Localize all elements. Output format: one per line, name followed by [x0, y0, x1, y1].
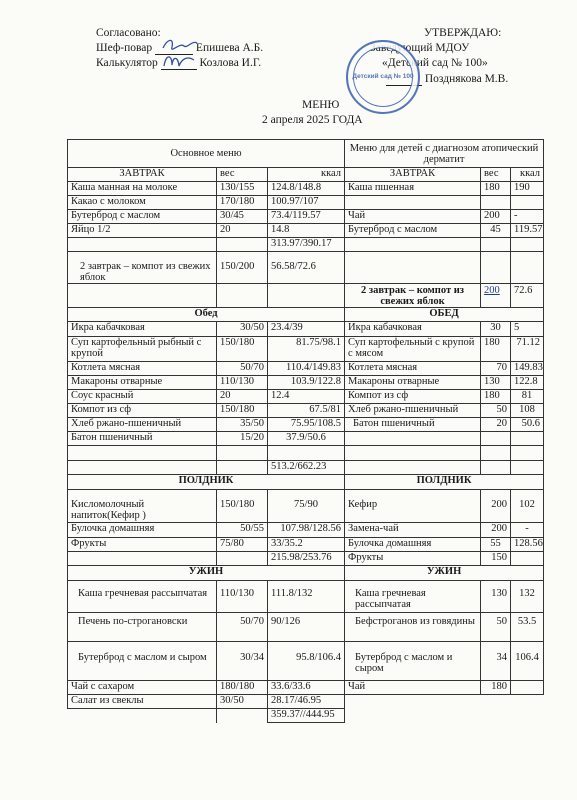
dinner-main-label: УЖИН [68, 566, 345, 581]
table-row [68, 337, 544, 362]
dish-cell: Хлеб ржано-пшеничный [345, 404, 481, 418]
kcal-cell [268, 284, 345, 308]
dish-cell: Чай [345, 210, 481, 224]
weight-header: вес [481, 168, 511, 182]
kcal-cell: 5 [511, 322, 544, 337]
dish-cell: Кефир [345, 490, 481, 523]
calc-prefix: Калькулятор [96, 57, 158, 69]
weight-cell: 75/80 [217, 538, 268, 552]
dish-cell [345, 196, 481, 210]
dish-cell: Бутерброд с маслом [68, 210, 217, 224]
weight-cell: 70 [481, 362, 511, 376]
dish-cell: Каша пшенная [345, 182, 481, 196]
weight-cell [481, 252, 511, 284]
dinner-header-row [68, 566, 544, 581]
kcal-cell: 73.4/119.57 [268, 210, 345, 224]
kcal-cell: 106.4 [511, 642, 544, 681]
dish-cell [68, 238, 217, 252]
weight-cell: 170/180 [217, 196, 268, 210]
table-row [68, 461, 544, 475]
dish-cell: Суп картофельный с крупой с мясом [345, 337, 481, 362]
kcal-cell: 53.5 [511, 613, 544, 642]
table-row [68, 552, 544, 566]
breakfast-diet-label: ЗАВТРАК [345, 168, 481, 182]
weight-cell: 30/45 [217, 210, 268, 224]
weight-cell: 150/180 [217, 404, 268, 418]
kcal-cell: 56.58/72.6 [268, 252, 345, 284]
head-title: Заведующий МДОУ [370, 42, 470, 54]
table-row [68, 376, 544, 390]
table-row [68, 210, 544, 224]
table-row [68, 390, 544, 404]
dish-cell: Компот из сф [345, 390, 481, 404]
dish-cell: Бутерброд с маслом [345, 224, 481, 238]
kcal-cell: 33.6/33.6 [268, 681, 345, 695]
empty-cell [345, 695, 544, 709]
table-row [68, 581, 544, 613]
dish-cell: Соус красный [68, 390, 217, 404]
table-row [68, 224, 544, 238]
empty-cell [345, 709, 544, 723]
kcal-cell: 124.8/148.8 [268, 182, 345, 196]
lunch-diet-label: ОБЕД [345, 308, 544, 322]
kcal-cell: 190 [511, 182, 544, 196]
approved-label: Согласовано: [96, 27, 161, 39]
main-menu-title: Основное меню [68, 140, 345, 168]
calc-name: Козлова И.Г. [199, 57, 262, 69]
weight-cell: 30 [481, 322, 511, 337]
dish-cell: Бутерброд с маслом и сыром [345, 642, 481, 681]
weight-cell: 200 [481, 284, 511, 308]
weight-cell: 30/50 [217, 322, 268, 337]
head-name: Позднякова М.В. [424, 73, 509, 85]
weight-cell [481, 196, 511, 210]
weight-cell: 130 [481, 581, 511, 613]
kcal-cell: 107.98/128.56 [268, 523, 345, 538]
dish-cell [68, 446, 217, 461]
kcal-cell: 33/35.2 [268, 538, 345, 552]
table-row [68, 681, 544, 695]
weight-cell: 50 [481, 404, 511, 418]
weight-cell [217, 446, 268, 461]
dish-cell: Каша гречневая рассыпчатая [68, 581, 217, 613]
dish-cell: Чай [345, 681, 481, 695]
empty-cell [68, 709, 217, 723]
dish-cell: 2 завтрак – компот из свежих яблок [345, 284, 481, 308]
dish-cell [68, 552, 217, 566]
weight-cell: 50/70 [217, 362, 268, 376]
weight-cell [481, 461, 511, 475]
weight-cell: 30/34 [217, 642, 268, 681]
table-row [68, 404, 544, 418]
dish-cell: Батон пшеничный [68, 432, 217, 446]
kcal-cell: 23.4/39 [268, 322, 345, 337]
menu-date: 2 апреля 2025 ГОДА [262, 114, 363, 126]
snack-header-row [68, 475, 544, 490]
lunch-header-row [68, 308, 544, 322]
dish-cell: Каша гречневая рассыпчатая [345, 581, 481, 613]
kcal-cell [511, 681, 544, 695]
dish-cell [345, 238, 481, 252]
dish-cell: Булочка домашняя [68, 523, 217, 538]
weight-cell: 180 [481, 681, 511, 695]
kcal-cell: 122.8 [511, 376, 544, 390]
weight-cell: 50 [481, 613, 511, 642]
kcal-cell: 119.57 [511, 224, 544, 238]
total-kcal-cell: 313.97/390.17 [268, 238, 345, 252]
lunch-main-label: Обед [68, 308, 345, 322]
weight-cell: 130/155 [217, 182, 268, 196]
kcal-cell: 14.8 [268, 224, 345, 238]
kcal-cell [511, 196, 544, 210]
kcal-cell: 67.5/81 [268, 404, 345, 418]
calc-signature [160, 50, 198, 72]
table-row [68, 490, 544, 523]
dish-cell [345, 432, 481, 446]
dish-cell: 2 завтрак – компот из свежих яблок [68, 252, 217, 284]
weight-cell: 180/180 [217, 681, 268, 695]
dish-cell: Хлеб ржано-пшеничный [68, 418, 217, 432]
dish-cell: Фрукты [345, 552, 481, 566]
dish-cell [345, 252, 481, 284]
dish-cell: Батон пшеничный [345, 418, 481, 432]
weight-cell [481, 432, 511, 446]
weight-cell: 200 [481, 490, 511, 523]
weight-cell: 150/200 [217, 252, 268, 284]
table-row [68, 418, 544, 432]
kindergarten-name: «Детский сад № 100» [382, 57, 488, 69]
weight-header: вес [217, 168, 268, 182]
weight-cell [217, 461, 268, 475]
kcal-cell: - [511, 210, 544, 224]
dish-cell: Фрукты [68, 538, 217, 552]
weight-cell: 34 [481, 642, 511, 681]
weight-cell: 180 [481, 337, 511, 362]
weight-cell: 30/50 [217, 695, 268, 709]
weight-cell: 45 [481, 224, 511, 238]
dish-cell: Макароны отварные [68, 376, 217, 390]
weight-cell [481, 238, 511, 252]
table-row [68, 362, 544, 376]
weight-cell: 110/130 [217, 581, 268, 613]
table-row [68, 238, 544, 252]
kcal-cell: 72.6 [511, 284, 544, 308]
dish-cell: Замена-чай [345, 523, 481, 538]
dish-cell: Кисломолочный напиток(Кефир ) [68, 490, 217, 523]
table-row [68, 613, 544, 642]
kcal-cell [511, 252, 544, 284]
weight-cell: 150 [481, 552, 511, 566]
menu-title: МЕНЮ [302, 99, 340, 111]
kcal-cell: 95.8/106.4 [268, 642, 345, 681]
kcal-cell: 149.83 [511, 362, 544, 376]
dish-cell: Компот из сф [68, 404, 217, 418]
dish-cell: Котлета мясная [345, 362, 481, 376]
dish-cell [68, 461, 217, 475]
kcal-cell: 81 [511, 390, 544, 404]
dish-cell: Бефстроганов из говядины [345, 613, 481, 642]
weight-cell: 20 [217, 224, 268, 238]
kcal-cell [511, 461, 544, 475]
kcal-cell [511, 446, 544, 461]
dish-cell: Икра кабачковая [68, 322, 217, 337]
dish-cell: Суп картофельный рыбный с крупой [68, 337, 217, 362]
weight-cell: 180 [481, 182, 511, 196]
weight-cell: 200 [481, 523, 511, 538]
table-row [68, 695, 544, 709]
kcal-cell: 108 [511, 404, 544, 418]
weight-cell: 200 [481, 210, 511, 224]
kcal-cell: 75/90 [268, 490, 345, 523]
kcal-cell: 90/126 [268, 613, 345, 642]
kcal-cell [511, 238, 544, 252]
table-row [68, 446, 544, 461]
kcal-header: ккал [268, 168, 345, 182]
weight-cell: 50/70 [217, 613, 268, 642]
confirm-label: УТВЕРЖДАЮ: [424, 27, 502, 39]
table-header-row [68, 140, 544, 168]
kcal-cell: 50.6 [511, 418, 544, 432]
dish-cell: Каша манная на молоке [68, 182, 217, 196]
kcal-cell: 81.75/98.1 [268, 337, 345, 362]
kcal-cell: 102 [511, 490, 544, 523]
weight-cell: 110/130 [217, 376, 268, 390]
kcal-cell: - [511, 523, 544, 538]
dish-cell: Икра кабачковая [345, 322, 481, 337]
table-row [68, 196, 544, 210]
kcal-cell: 75.95/108.5 [268, 418, 345, 432]
weight-cell: 55 [481, 538, 511, 552]
dinner-diet-label: УЖИН [345, 566, 544, 581]
weight-cell [217, 284, 268, 308]
dish-cell: Печень по-строгановски [68, 613, 217, 642]
total-kcal-cell: 359.37//444.95 [268, 709, 345, 723]
weight-cell: 150/180 [217, 490, 268, 523]
snack-main-label: ПОЛДНИК [68, 475, 345, 490]
organization-stamp [346, 40, 420, 114]
weight-cell: 180 [481, 390, 511, 404]
weight-cell [217, 552, 268, 566]
menu-table [67, 139, 544, 723]
kcal-header: ккал [511, 168, 544, 182]
table-row [68, 252, 544, 284]
table-row [68, 284, 544, 308]
dish-cell: Котлета мясная [68, 362, 217, 376]
kcal-cell: 37.9/50.6 [268, 432, 345, 446]
dish-cell: Бутерброд с маслом и сыром [68, 642, 217, 681]
weight-cell [481, 446, 511, 461]
kcal-cell: 28.17/46.95 [268, 695, 345, 709]
breakfast-main-label: ЗАВТРАК [68, 168, 217, 182]
weight-cell: 50/55 [217, 523, 268, 538]
kcal-cell: 111.8/132 [268, 581, 345, 613]
table-row [68, 432, 544, 446]
weight-cell: 20 [217, 390, 268, 404]
table-row [68, 709, 544, 723]
snack-diet-label: ПОЛДНИК [345, 475, 544, 490]
stamp-text: Детский сад № 100 [352, 73, 414, 80]
dish-cell [345, 461, 481, 475]
dish-cell: Чай с сахаром [68, 681, 217, 695]
dish-cell: Булочка домашняя [345, 538, 481, 552]
weight-cell: 35/50 [217, 418, 268, 432]
weight-cell: 150/180 [217, 337, 268, 362]
kcal-cell: 132 [511, 581, 544, 613]
kcal-cell: 128.56 [511, 538, 544, 552]
kcal-cell [511, 552, 544, 566]
table-row [68, 523, 544, 538]
kcal-cell: 110.4/149.83 [268, 362, 345, 376]
dish-cell [68, 284, 217, 308]
breakfast-header-row [68, 168, 544, 182]
empty-cell [217, 709, 268, 723]
dish-cell: Яйцо 1/2 [68, 224, 217, 238]
chef-name: Епишева А.Б. [195, 42, 264, 54]
kcal-cell: 12.4 [268, 390, 345, 404]
dish-cell: Салат из свеклы [68, 695, 217, 709]
weight-cell: 130 [481, 376, 511, 390]
total-kcal-cell: 513.2/662.23 [268, 461, 345, 475]
kcal-cell [268, 446, 345, 461]
table-row [68, 538, 544, 552]
table-row [68, 322, 544, 337]
dish-cell: Макароны отварные [345, 376, 481, 390]
kcal-cell: 100.97/107 [268, 196, 345, 210]
dish-cell: Какао с молоком [68, 196, 217, 210]
chef-prefix: Шеф-повар [96, 42, 153, 54]
kcal-cell: 103.9/122.8 [268, 376, 345, 390]
kcal-cell [511, 432, 544, 446]
weight-cell [217, 238, 268, 252]
diet-menu-title: Меню для детей с диагнозом атопический дерматит [345, 140, 544, 168]
total-kcal-cell: 215.98/253.76 [268, 552, 345, 566]
weight-cell: 20 [481, 418, 511, 432]
table-row [68, 642, 544, 681]
dish-cell [345, 446, 481, 461]
kcal-cell: 71.12 [511, 337, 544, 362]
table-row [68, 182, 544, 196]
weight-cell: 15/20 [217, 432, 268, 446]
